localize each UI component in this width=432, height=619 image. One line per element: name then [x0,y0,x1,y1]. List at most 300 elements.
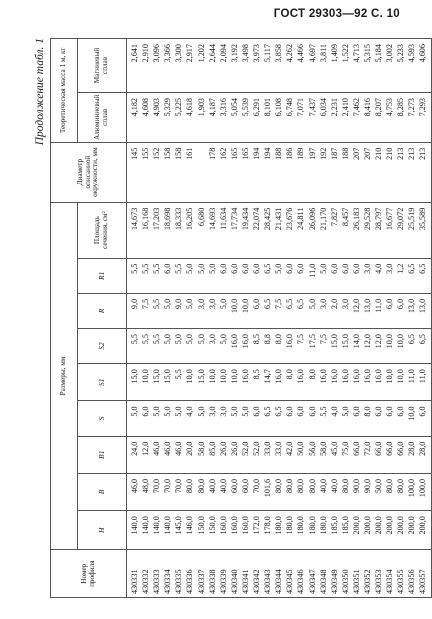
table-cell: 24,0 [127,436,141,473]
table-cell: 140,0 [127,511,141,550]
table-row [295,39,306,598]
table-row [417,39,431,598]
table-row [218,39,229,598]
table-cell: 1,2 [395,258,406,293]
page-header: ГОСТ 29303—92 С. 10 [273,8,400,20]
table-cell: 150,0 [207,511,218,550]
table-cell: 3,192 [229,39,240,93]
table-cell: 52,0 [240,436,251,473]
table-cell: 10,0 [395,329,406,364]
table-cell: 22,074 [251,202,262,258]
table-cell: 46,0 [127,473,141,510]
table-cell: 5,5 [140,329,151,364]
table-cell: 4,0 [329,401,340,436]
table-cell: 3,096 [151,39,162,93]
table-cell: 48,0 [140,473,151,510]
table-cell: 11,634 [218,202,229,258]
table-cell: 2,231 [329,92,340,142]
table-cell: 5,0 [196,329,207,364]
table-cell: 14,0 [351,329,362,364]
table-cell: 188 [273,142,284,202]
table-cell: 35,589 [417,202,431,258]
table-cell: 26,0 [229,436,240,473]
table-cell: 11,0 [373,293,384,328]
header-S: S [78,401,127,436]
table-cell: 26,0 [218,436,229,473]
table-cell: 5,0 [162,401,173,436]
table-cell: 28,425 [262,202,273,258]
table-cell: 3,0 [207,401,218,436]
table-cell: 16,0 [362,364,373,401]
table-cell: 16,205 [184,202,195,258]
table-cell: 430344 [273,550,284,598]
table-cell: 2,910 [140,39,151,93]
table-cell: 6,0 [240,258,251,293]
table-row [151,39,162,598]
table-cell: 33,0 [273,436,284,473]
table-cell: 3,0 [340,293,351,328]
table-cell: 70,0 [151,473,162,510]
table-row [307,39,318,598]
table-cell: 1,202 [196,39,207,93]
table-cell: 6,291 [251,92,262,142]
table-cell: 6,748 [284,92,295,142]
table-cell: 11,0 [307,258,318,293]
table-cell: 2,0 [329,293,340,328]
table-cell: 185,0 [340,511,351,550]
table-cell: 3,858 [273,39,284,93]
table-cell: 16,0 [351,364,362,401]
header-area: Площадь сечения, см² [78,202,127,258]
table-cell: 140,0 [162,511,173,550]
header-circle-diameter: Диаметр описанной окружности, мм [51,142,127,202]
table-cell: 3,0 [362,258,373,293]
table-cell: 90,0 [351,473,362,510]
table-cell: 6,0 [307,401,318,436]
table-cell: 210 [373,142,384,202]
table-cell: 29,528 [362,202,373,258]
table-cell: 8,285 [395,92,406,142]
table-cell: 5,233 [395,39,406,93]
table-cell: 66,0 [384,436,395,473]
header-mass-group: Теоретическая масса 1 м, кг [51,39,78,143]
table-cell: 6,0 [351,401,362,436]
table-row [351,39,362,598]
table-cell: 10,0 [184,364,195,401]
table-cell: 197 [307,142,318,202]
table-cell: 430348 [318,550,329,598]
table-cell: 13,0 [417,293,431,328]
table-cell: 430337 [196,550,207,598]
table-cell: 5,0 [273,258,284,293]
table-cell: 165 [229,142,240,202]
table-cell: 6,5 [406,258,417,293]
table-cell: 430351 [351,550,362,598]
table-cell: 80,0 [184,473,195,510]
rotated-table-block [34,38,428,598]
table-cell: 140,0 [151,511,162,550]
table-cell: 16,0 [273,364,284,401]
table-cell: 16,0 [318,364,329,401]
table-cell: 3,811 [318,39,329,93]
table-cell: 12,0 [373,329,384,364]
table-cell: 430335 [173,550,184,598]
table-cell: 16,0 [229,329,240,364]
table-cell: 6,5 [262,293,273,328]
table-cell: 8,5 [251,329,262,364]
table-cell: 80,0 [284,473,295,510]
table-row [173,39,184,598]
table-cell: 14,693 [207,202,218,258]
table-cell: 7,293 [417,92,431,142]
table-cell: 66,0 [351,436,362,473]
table-row [229,39,240,598]
table-cell: 430346 [295,550,306,598]
table-row [184,39,195,598]
table-cell: 6,0 [295,401,306,436]
table-cell: 7,827 [329,202,340,258]
table-cell: 430349 [329,550,340,598]
table-row [362,39,373,598]
table-cell: 5,315 [362,39,373,93]
table-cell: 5,225 [173,92,184,142]
table-cell: 7,5 [295,329,306,364]
table-cell: 6,0 [373,401,384,436]
table-cell: 6,0 [251,293,262,328]
table-row [373,39,384,598]
table-cell: 430339 [218,550,229,598]
table-cell: 80,0 [395,473,406,510]
table-body [127,39,432,598]
table-cell: 19,434 [240,202,251,258]
table-cell: 155 [140,142,151,202]
table-cell: 10,0 [240,293,251,328]
table-cell: 28,0 [406,436,417,473]
table-cell: 17,734 [229,202,240,258]
table-cell: 200,0 [384,511,395,550]
table-cell: 430333 [151,550,162,598]
table-cell: 6,0 [140,401,151,436]
table-cell: 85,0 [207,436,218,473]
table-cell: 16,168 [140,202,151,258]
table-cell: 3,002 [384,39,395,93]
table-cell: 5,184 [373,39,384,93]
table-cell: 178 [207,142,218,202]
table-cell: 4,606 [417,39,431,93]
table-row [329,39,340,598]
table-cell: 5,5 [127,258,141,293]
table-cell: 6,0 [395,293,406,328]
table-cell: 5,5 [173,258,184,293]
table-cell: 185,0 [329,511,340,550]
table-cell: 28,0 [417,436,431,473]
table-cell: 90,0 [362,473,373,510]
table-cell: 8,101 [262,92,273,142]
table-cell: 80,0 [340,473,351,510]
table-cell: 7,437 [307,92,318,142]
table-cell: 9,0 [127,293,141,328]
table-cell: 4,0 [184,401,195,436]
table-cell: 430342 [251,550,262,598]
table-cell: 5,0 [127,401,141,436]
table-cell: 213 [417,142,431,202]
table-cell: 12,0 [362,329,373,364]
table-cell: 10,0 [395,364,406,401]
table-cell: 4,593 [406,39,417,93]
table-cell: 3,300 [173,39,184,93]
table-cell: 8,0 [284,364,295,401]
table-cell: 9,0 [173,293,184,328]
table-cell: 6,5 [417,329,431,364]
table-cell: 6,0 [284,258,295,293]
table-cell: 21,431 [273,202,284,258]
table-cell: 11,0 [406,364,417,401]
table-cell: 4,618 [184,92,195,142]
header-B: B [78,473,127,510]
table-row [395,39,406,598]
table-cell: 66,0 [373,436,384,473]
table-cell: 5,0 [173,401,184,436]
table-cell: 23,676 [284,202,295,258]
table-cell: 56,0 [307,436,318,473]
table-cell: 6,0 [329,258,340,293]
table-cell: 6,5 [262,401,273,436]
table-cell: 430341 [240,550,251,598]
table-cell: 5,5 [173,364,184,401]
table-cell: 60,0 [229,473,240,510]
table-cell: 180,0 [318,511,329,550]
table-cell: 8,207 [373,92,384,142]
table-cell: 430357 [417,550,431,598]
table-cell: 15,0 [196,364,207,401]
table-cell: 5,054 [229,92,240,142]
table-cell: 11,0 [417,364,431,401]
table-cell: 8,457 [340,202,351,258]
table-cell: 2,641 [127,39,141,93]
table-cell: 2,644 [207,39,218,93]
table-cell: 1,903 [196,92,207,142]
table-cell: 8,0 [362,401,373,436]
table-cell: 15,0 [162,364,173,401]
table-cell: 100,0 [417,473,431,510]
table-cell: 5,117 [262,39,273,93]
table-row [384,39,395,598]
table-cell: 29,072 [395,202,406,258]
table-cell: 3,0 [207,329,218,364]
table-cell: 2,410 [340,92,351,142]
table-cell: 4,187 [207,92,218,142]
table-cell: 160,0 [229,511,240,550]
table-cell: 5,5 [140,258,151,293]
table-cell: 15,0 [329,329,340,364]
table-cell: 180,0 [295,511,306,550]
table-cell: 45,0 [329,436,340,473]
table-cell: 158 [162,142,173,202]
table-cell: 26,096 [307,202,318,258]
table-cell: 40,0 [218,473,229,510]
table-caption: Продолжение табл. 1 [34,38,46,146]
header-B1: B1 [78,436,127,473]
table-cell: 40,0 [318,473,329,510]
table-cell: 5,0 [218,293,229,328]
table-cell: 70,0 [162,473,173,510]
table-cell: 6,5 [295,293,306,328]
table-cell: 194 [262,142,273,202]
header-sizes-group: Размеры, мм [51,202,78,550]
table-cell: 100,0 [406,473,417,510]
table-cell: 70,0 [251,473,262,510]
table-cell: 5,0 [218,329,229,364]
table-cell: 430340 [229,550,240,598]
table-row [284,39,295,598]
table-cell: 18,333 [173,202,184,258]
table-cell: 4,608 [140,92,151,142]
table-cell: 5,0 [240,401,251,436]
table-cell: 16,0 [284,329,295,364]
table-cell: 20,0 [184,436,195,473]
header-S2: S2 [78,329,127,364]
table-cell: 145,0 [173,511,184,550]
table-cell: 21,170 [318,202,329,258]
table-cell: 158 [173,142,184,202]
table-cell: 40,0 [207,473,218,510]
table-cell: 6,0 [417,401,431,436]
table-cell: 46,0 [173,436,184,473]
table-cell: 50,0 [373,473,384,510]
table-cell: 3,973 [251,39,262,93]
table-cell: 140,0 [140,511,151,550]
table-cell: 430334 [162,550,173,598]
table-cell: 16,677 [384,202,395,258]
table-cell: 80,0 [273,473,284,510]
table-cell: 194 [251,142,262,202]
table-row [251,39,262,598]
table-cell: 200,0 [362,511,373,550]
table-cell: 5,0 [184,293,195,328]
table-cell: 5,539 [240,92,251,142]
table-cell: 189 [295,142,306,202]
table-cell: 1,409 [329,39,340,93]
table-cell: 33,0 [262,436,273,473]
table-cell: 160,0 [240,511,251,550]
table-cell: 6,5 [262,258,273,293]
table-cell: 3,0 [218,401,229,436]
table-cell: 430338 [207,550,218,598]
table-cell: 6,5 [417,258,431,293]
table-cell: 145 [127,142,141,202]
table-cell: 207 [351,142,362,202]
header-R1: R1 [78,258,127,293]
table-cell: 186 [284,142,295,202]
table-cell: 4,262 [284,39,295,93]
table-cell: 14,7 [262,364,273,401]
table-cell: 66,0 [395,436,406,473]
table-cell: 3,0 [196,293,207,328]
table-cell: 200,0 [373,511,384,550]
table-cell: 5,0 [162,293,173,328]
table-cell: 52,0 [251,436,262,473]
table-cell: 10,0 [218,364,229,401]
table-cell: 165 [240,142,251,202]
table-cell [196,142,207,202]
table-cell: 172,0 [251,511,262,550]
table-cell: 213 [406,142,417,202]
table-cell: 6,0 [384,401,395,436]
table-row [207,39,218,598]
table-cell: 200,0 [406,511,417,550]
table-cell: 430332 [140,550,151,598]
table-cell: 101,6 [262,473,273,510]
table-cell: 10,0 [384,364,395,401]
table-cell: 16,0 [340,364,351,401]
header-R: R [78,293,127,328]
table-cell: 80,0 [295,473,306,510]
table-cell: 430343 [262,550,273,598]
table-cell: 192 [318,142,329,202]
table-cell: 42,0 [284,436,295,473]
header-H: H [78,511,127,550]
table-cell: 6,0 [284,401,295,436]
table-cell: 430354 [384,550,395,598]
table-cell: 8,5 [251,364,262,401]
table-cell: 430356 [406,550,417,598]
header-profile-number: Номер профиля [51,550,127,598]
table-cell: 10,0 [406,401,417,436]
table-cell: 160,0 [218,511,229,550]
table-cell: 430331 [127,550,141,598]
table-cell: 6,108 [273,92,284,142]
table-cell: 10,0 [207,364,218,401]
table-cell: 4,753 [384,92,395,142]
table-cell: 8,416 [362,92,373,142]
table-row [273,39,284,598]
table-cell: 58,0 [196,436,207,473]
table-cell: 188 [340,142,351,202]
table-cell: 58,0 [318,436,329,473]
table-cell: 72,0 [362,436,373,473]
table-cell: 12,0 [351,293,362,328]
table-cell: 6,0 [295,258,306,293]
table-cell: 75,0 [340,436,351,473]
table-cell: 5,0 [196,258,207,293]
table-cell: 150,0 [196,511,207,550]
table-cell: 5,5 [151,258,162,293]
table-cell: 25,519 [406,202,417,258]
table-cell: 5,5 [318,401,329,436]
table-cell: 7,071 [295,92,306,142]
table-cell: 12,0 [140,436,151,473]
table-cell: 213 [395,142,406,202]
table-cell: 4,697 [307,39,318,93]
table-cell: 180,0 [307,511,318,550]
table-cell: 161 [184,142,195,202]
table-cell: 430352 [362,550,373,598]
table-cell: 146,0 [184,511,195,550]
header-aluminium: Алюминиевый сплав [78,92,127,142]
table-cell: 3,316 [218,92,229,142]
table-cell: 4,713 [351,39,362,93]
table-cell: 50,0 [295,436,306,473]
table-cell: 46,0 [162,436,173,473]
table-cell: 15,0 [340,329,351,364]
table-row [127,39,141,598]
table-cell: 5,5 [151,293,162,328]
table-cell: 5,0 [196,401,207,436]
table-cell: 7,273 [406,92,417,142]
table-cell: 18,698 [162,202,173,258]
table-row [196,39,207,598]
table-cell: 10,0 [384,329,395,364]
